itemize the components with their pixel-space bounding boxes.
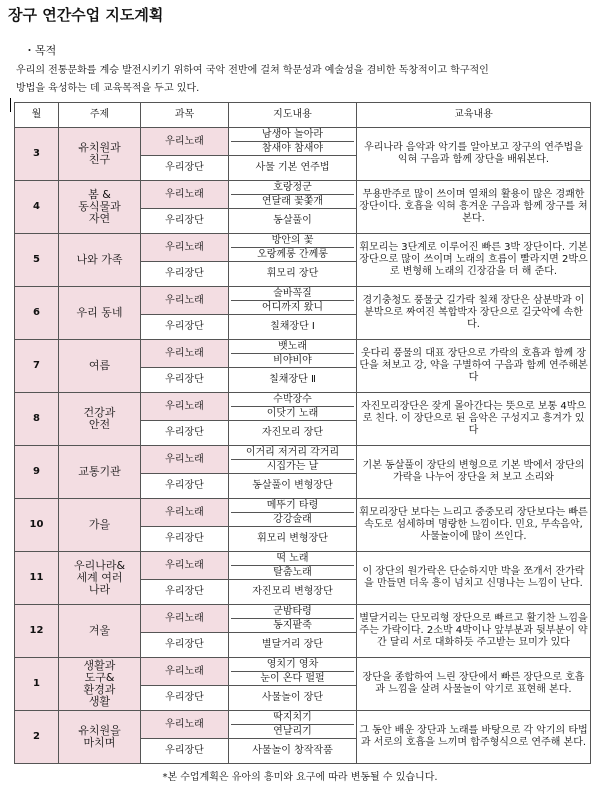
subject-cell: 우리장단 [141,368,229,393]
content-item: 남생아 놀아라 [231,128,354,142]
subject-cell: 우리장단 [141,739,229,764]
edu-cell: 경기충청도 풍물굿 길가락 칠채 장단은 삼분박과 이분박으로 짜여진 복합박자 장단으로 길굿악에 속한다. [357,287,591,340]
subject-cell: 우리장단 [141,315,229,340]
theme-cell: 유치원과 친구 [59,128,141,181]
content-item: 별달거리 장단 [261,639,324,650]
edu-cell: 웃다리 풍물의 대표 장단으로 가락의 호흡과 함께 장단을 쳐보고 강, 약을 구별하여 구음과 함께 연주해본다 [357,340,591,393]
content-item: 수박장수 [231,393,354,407]
theme-cell: 봄 & 동식물과 자연 [59,181,141,234]
subject-cell: 우리노래 [141,552,229,580]
subject-cell: 우리장단 [141,474,229,499]
month-cell: 12 [15,605,59,658]
table-row [15,181,591,209]
theme-cell: 겨울 [59,605,141,658]
content-item: 비야비야 [273,355,312,366]
content-cell [229,156,357,181]
content-cell [229,633,357,658]
content-item: 자진모리 변형장단 [252,586,333,597]
table-row [15,658,591,686]
content-item: 영치기 영차 [231,658,354,672]
table-row [15,393,591,421]
theme-cell: 가을 [59,499,141,552]
theme-cell: 건강과 안전 [59,393,141,446]
content-item: 휘모리 변형장단 [257,533,328,544]
subject-cell: 우리장단 [141,156,229,181]
content-item: 오랑께롱 간께롱 [257,249,328,260]
edu-cell: 휘모리는 3단계로 이루어진 빠른 3박 장단이다. 기본 장단으로 많이 쓰이며 노래의 흐름이 빨라지면 2박으로 변형해 노래의 긴장감을 더 해 준다. [357,234,591,287]
content-cell [229,421,357,446]
table-header-row [15,103,591,128]
subject-cell: 우리노래 [141,287,229,315]
content-cell [229,580,357,605]
subject-cell: 우리장단 [141,527,229,552]
table-row [15,446,591,474]
month-cell: 10 [15,499,59,552]
table-row [15,552,591,580]
subject-cell: 우리장단 [141,209,229,234]
subject-cell: 우리노래 [141,181,229,209]
month-cell: 3 [15,128,59,181]
content-cell [229,658,357,686]
content-item: 군밤타령 [231,605,354,619]
purpose-line: 우리의 전통문화를 계승 발전시키기 위하여 국악 전반에 걸쳐 학문성과 예술성을 겸비한 독창적이고 학구적인 [16,65,489,76]
content-item: 사물놀이 창작작품 [252,745,333,756]
table-row [15,340,591,368]
theme-cell: 나와 가족 [59,234,141,287]
content-item: 술바꼭질 [231,287,354,301]
content-item: 이거리 저거리 각거리 [231,446,354,460]
purpose-text [16,62,586,98]
content-item: 연날리기 [273,726,312,737]
content-cell [229,552,357,580]
month-cell: 7 [15,340,59,393]
footer-note: *본 수업계획은 유아의 흥미와 요구에 따라 변동될 수 있습니다. [162,772,438,783]
content-item: 떡 노래 [231,552,354,566]
content-item: 이닷기 노래 [266,408,319,419]
subject-cell: 우리노래 [141,658,229,686]
theme-cell: 우리나라& 세계 여러 나라 [59,552,141,605]
content-item: 휘모리 장단 [266,268,319,279]
theme-cell: 생활과 도구& 환경과 생활 [59,658,141,711]
content-cell [229,446,357,474]
header-edu: 교육내용 [357,103,591,128]
content-cell [229,209,357,234]
content-item: 눈이 온다 펄펄 [260,673,325,684]
header-content: 지도내용 [229,103,357,128]
edu-cell: 기본 동살풀이 장단의 변형으로 기본 박에서 장단의 가락을 나누어 장단을 쳐 보고 소리와 [357,446,591,499]
subject-cell: 우리노래 [141,128,229,156]
theme-cell: 여름 [59,340,141,393]
header-theme: 주제 [59,103,141,128]
content-item: 자진모리 장단 [261,427,324,438]
purpose-line: 방법을 육성하는 데 교육목적을 두고 있다. [16,83,200,94]
header-subject: 과목 [141,103,229,128]
month-cell: 9 [15,446,59,499]
content-item: 사물 기본 연주법 [255,162,330,173]
lesson-plan-table [14,102,591,764]
subject-cell: 우리노래 [141,605,229,633]
content-item: 칠채장단 Ⅱ [269,374,316,385]
subject-cell: 우리장단 [141,633,229,658]
month-cell: 6 [15,287,59,340]
edu-cell: 우리나라 음악과 악기를 알아보고 장구의 연주법을 익혀 구음과 함께 장단을 배워본다. [357,128,591,181]
table-row [15,499,591,527]
content-item: 딱지치기 [231,711,354,725]
content-item: 시집가는 날 [266,461,319,472]
content-item: 강강술래 [273,514,312,525]
table-row [15,711,591,739]
content-cell [229,234,357,262]
edu-cell: 이 장단의 원가락은 단순하지만 박을 쪼개서 잔가락을 만들면 더욱 흥이 넘치고 신명나는 느낌이 난다. [357,552,591,605]
content-cell [229,499,357,527]
month-cell: 2 [15,711,59,764]
content-cell [229,686,357,711]
content-item: 방안의 꽃 [231,234,354,248]
edu-cell: 장단을 종합하여 느린 장단에서 빠른 장단으로 호흡과 느낌을 살려 사물놀이 악기로 표현해 본다. [357,658,591,711]
content-item: 호랑정군 [231,181,354,195]
subject-cell: 우리노래 [141,340,229,368]
subject-cell: 우리장단 [141,421,229,446]
subject-cell: 우리장단 [141,580,229,605]
month-cell: 8 [15,393,59,446]
content-item: 동살풀이 변형장단 [252,480,333,491]
content-cell [229,527,357,552]
subject-cell: 우리노래 [141,499,229,527]
subject-cell: 우리장단 [141,262,229,287]
content-cell [229,262,357,287]
subject-cell: 우리노래 [141,393,229,421]
theme-cell: 유치원을 마치며 [59,711,141,764]
content-item: 연달래 꽃쫓개 [261,196,324,207]
content-cell [229,711,357,739]
page-title: 장구 연간수업 지도계획 [8,6,164,24]
content-item: 사물놀이 장단 [261,692,324,703]
edu-cell: 별달거리는 단모리형 장단으로 빠르고 활기찬 느낌을 주는 가락이다. 2소박 4박이나 앞부분과 뒷부분이 약간 달리 서로 대화하듯 주고받는 묘미가 있다 [357,605,591,658]
content-item: 뱃노래 [231,340,354,354]
subject-cell: 우리노래 [141,711,229,739]
content-item: 동살풀이 [273,215,312,226]
table-row [15,234,591,262]
purpose-heading: ・목적 [24,44,57,57]
content-cell [229,340,357,368]
content-cell [229,739,357,764]
edu-cell: 그 동안 배운 장단과 노래를 바탕으로 각 악기의 타법과 서로의 호흡을 느끼며 합주형식으로 연주해 본다. [357,711,591,764]
content-cell [229,128,357,156]
month-cell: 1 [15,658,59,711]
content-item: 참새야 참새야 [261,143,324,154]
month-cell: 5 [15,234,59,287]
content-item: 동지팥죽 [273,620,312,631]
subject-cell: 우리노래 [141,234,229,262]
content-cell [229,605,357,633]
content-item: 메뚜기 타령 [231,499,354,513]
table-row [15,287,591,315]
subject-cell: 우리노래 [141,446,229,474]
content-item: 칠채장단 Ⅰ [270,321,315,332]
content-cell [229,287,357,315]
content-cell [229,474,357,499]
theme-cell: 우리 동네 [59,287,141,340]
theme-cell: 교통기관 [59,446,141,499]
edu-cell: 휘모리장단 보다는 느리고 중중모리 장단보다는 빠른 속도로 섬세하며 명랑한 느낌이다. 민요, 무속음악, 사물놀이에 많이 쓰인다. [357,499,591,552]
header-month: 월 [15,103,59,128]
content-item: 탈춤노래 [273,567,312,578]
table-row [15,605,591,633]
text-cursor [10,98,11,112]
month-cell: 11 [15,552,59,605]
content-cell [229,393,357,421]
edu-cell: 무용반주로 많이 쓰이며 열채의 활용이 많은 경쾌한 장단이다. 호흡을 익혀 흥겨운 구음과 함께 장구를 쳐 본다. [357,181,591,234]
month-cell: 4 [15,181,59,234]
content-cell [229,181,357,209]
content-cell [229,368,357,393]
edu-cell: 자진모리장단은 잦게 몰아간다는 뜻으로 보통 4박으로 친다. 이 장단으로 된 음악은 구성지고 흥겨가 있다 [357,393,591,446]
subject-cell: 우리장단 [141,686,229,711]
content-item: 어디까지 왔니 [261,302,324,313]
table-row [15,128,591,156]
content-cell [229,315,357,340]
